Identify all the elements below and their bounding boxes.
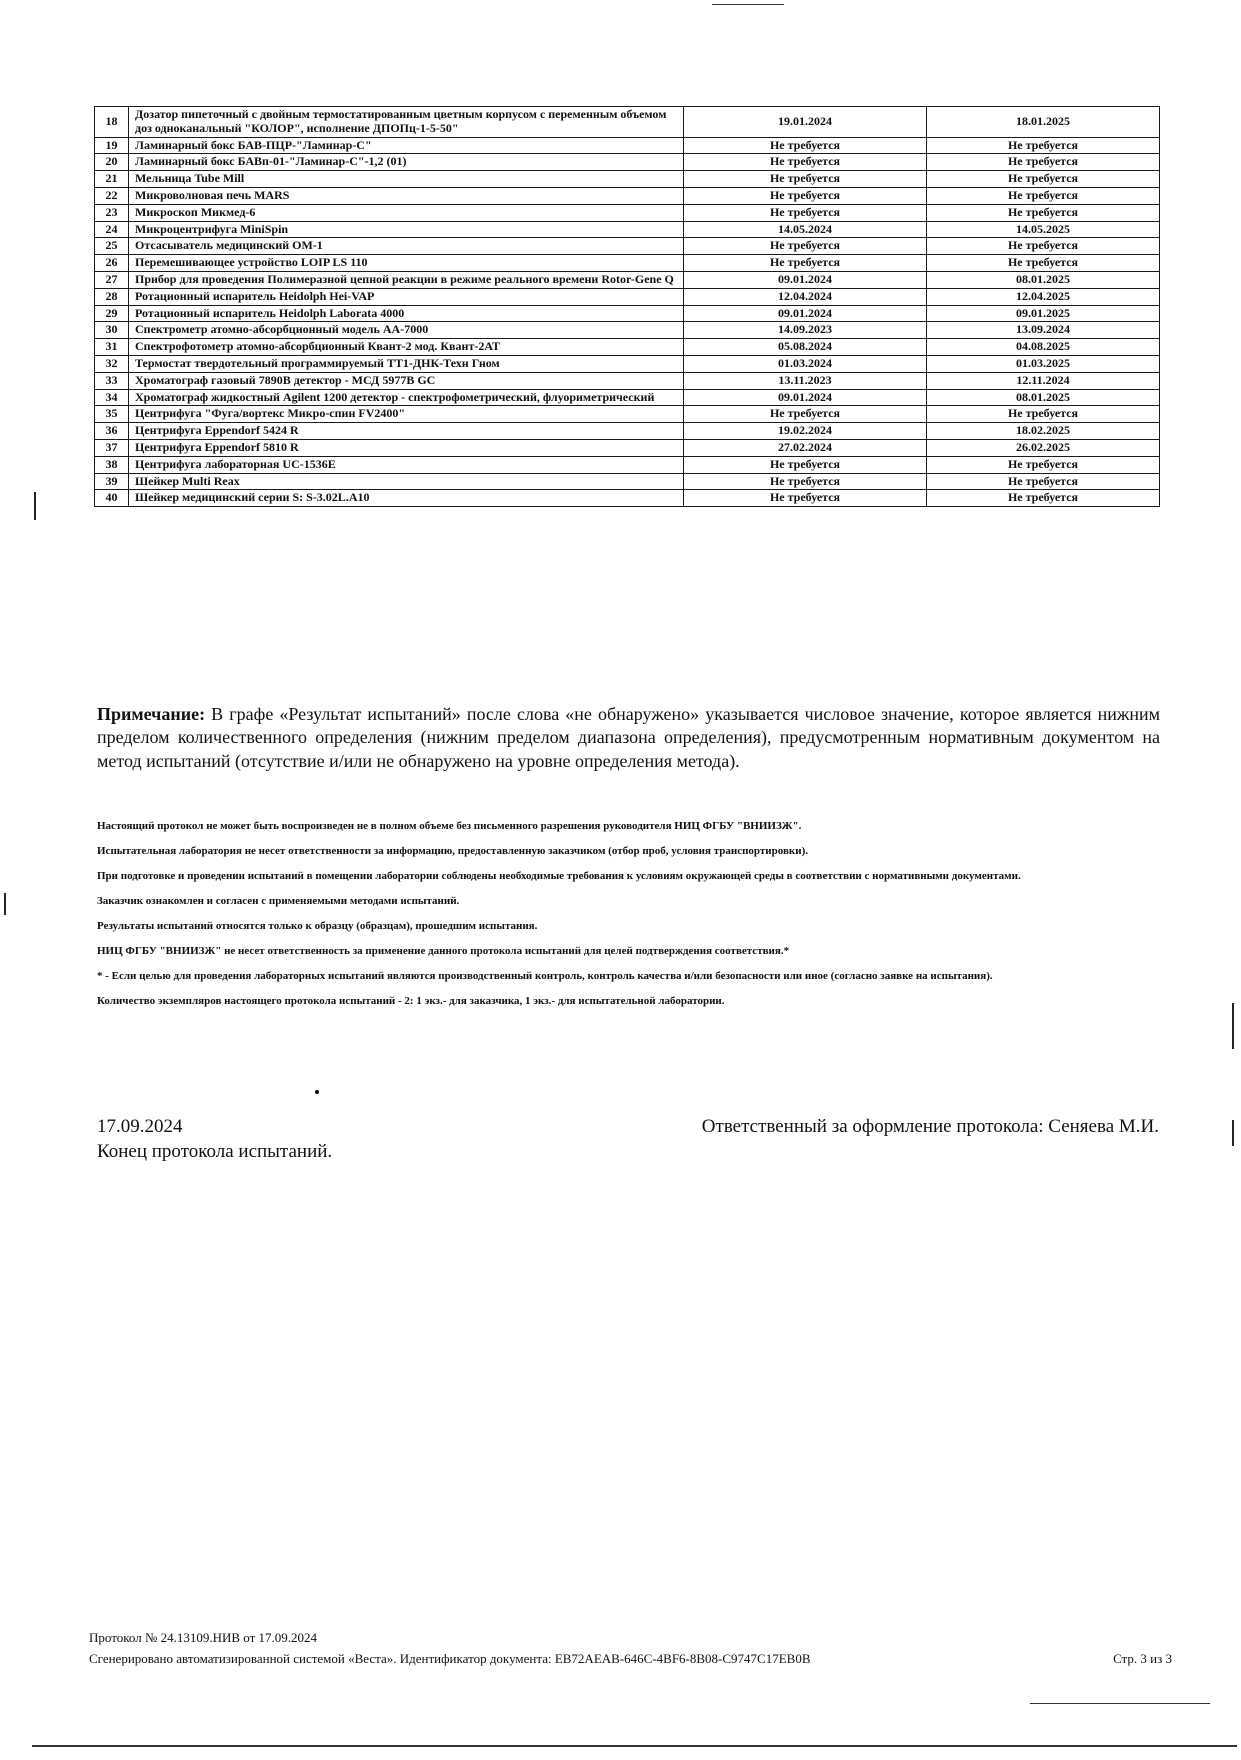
- row-number-cell: 29: [95, 305, 129, 322]
- equipment-name-cell: Ротационный испаритель Heidolph Hei-VAP: [129, 288, 684, 305]
- table-row: [95, 204, 1160, 221]
- table-row: [95, 322, 1160, 339]
- table-row: [95, 439, 1160, 456]
- date-1-cell: 19.02.2024: [684, 423, 927, 440]
- date-2-cell: 14.05.2025: [927, 221, 1160, 238]
- date-1-cell: 27.02.2024: [684, 439, 927, 456]
- scan-mark: [1232, 1003, 1234, 1049]
- equipment-name-cell: Микроскоп Микмед-6: [129, 204, 684, 221]
- equipment-name-cell: Хроматограф жидкостный Agilent 1200 детектор - спектрофометрический, флуориметрический: [129, 389, 684, 406]
- row-number-cell: 19: [95, 137, 129, 154]
- date-1-cell: Не требуется: [684, 456, 927, 473]
- equipment-name-cell: Спектрометр атомно-абсорбционный модель АА-7000: [129, 322, 684, 339]
- table-row: [95, 221, 1160, 238]
- table-row: [95, 137, 1160, 154]
- row-number-cell: 37: [95, 439, 129, 456]
- row-number-cell: 30: [95, 322, 129, 339]
- equipment-name-cell: Микроцентрифуга MiniSpin: [129, 221, 684, 238]
- equipment-name-cell: Шейкер Multi Reax: [129, 473, 684, 490]
- date-2-cell: 18.02.2025: [927, 423, 1160, 440]
- date-1-cell: Не требуется: [684, 204, 927, 221]
- note-text: В графе «Результат испытаний» после слова «не обнаружено» указывается числовое значение, которое является нижним пределом количественного определения (нижним пределом диапазона определения), предусмотренным нормативным документом на метод испытаний (отсутствие и/или не обнаружено на уровне определения метода).: [97, 704, 1160, 771]
- date-1-cell: 01.03.2024: [684, 355, 927, 372]
- disclaimer-line: При подготовке и проведении испытаний в помещении лаборатории соблюдены необходимые требования к условиям окружающей среды в соответствии с нормативными документами.: [97, 870, 1021, 882]
- table-row: [95, 187, 1160, 204]
- date-1-cell: 13.11.2023: [684, 372, 927, 389]
- note-label: Примечание:: [97, 704, 206, 724]
- equipment-name-cell: Центрифуга Eppendorf 5810 R: [129, 439, 684, 456]
- equipment-name-cell: Центрифуга лабораторная UC-1536E: [129, 456, 684, 473]
- row-number-cell: 28: [95, 288, 129, 305]
- equipment-name-cell: Центрифуга Eppendorf 5424 R: [129, 423, 684, 440]
- date-2-cell: Не требуется: [927, 255, 1160, 272]
- equipment-table: [94, 106, 1160, 507]
- disclaimer-line: Количество экземпляров настоящего протокола испытаний - 2: 1 экз.- для заказчика, 1 экз.- для испытательной лаборатории.: [97, 995, 725, 1007]
- date-1-cell: 05.08.2024: [684, 339, 927, 356]
- date-2-cell: 08.01.2025: [927, 389, 1160, 406]
- row-number-cell: 20: [95, 154, 129, 171]
- table-row: [95, 305, 1160, 322]
- row-number-cell: 35: [95, 406, 129, 423]
- equipment-name-cell: Ламинарный бокс БАВп-01-"Ламинар-С"-1,2 (01): [129, 154, 684, 171]
- row-number-cell: 25: [95, 238, 129, 255]
- protocol-end-text: Конец протокола испытаний.: [97, 1141, 333, 1162]
- row-number-cell: 22: [95, 187, 129, 204]
- row-number-cell: 31: [95, 339, 129, 356]
- scan-dot: [315, 1090, 319, 1094]
- date-1-cell: Не требуется: [684, 238, 927, 255]
- disclaimer-line: Испытательная лаборатория не несет ответственности за информацию, предоставленную заказчиком (отбор проб, условия транспортировки).: [97, 845, 809, 857]
- footer-page-number: Стр. 3 из 3: [1113, 1651, 1172, 1666]
- date-1-cell: Не требуется: [684, 154, 927, 171]
- equipment-name-cell: Ротационный испаритель Heidolph Laborata 4000: [129, 305, 684, 322]
- date-2-cell: Не требуется: [927, 406, 1160, 423]
- date-2-cell: Не требуется: [927, 473, 1160, 490]
- row-number-cell: 24: [95, 221, 129, 238]
- table-row: [95, 288, 1160, 305]
- date-1-cell: Не требуется: [684, 406, 927, 423]
- row-number-cell: 26: [95, 255, 129, 272]
- date-2-cell: Не требуется: [927, 238, 1160, 255]
- row-number-cell: 21: [95, 171, 129, 188]
- row-number-cell: 38: [95, 456, 129, 473]
- page-bottom-rule: [32, 1745, 1237, 1747]
- top-rule: [712, 4, 784, 5]
- date-2-cell: 12.04.2025: [927, 288, 1160, 305]
- date-2-cell: 04.08.2025: [927, 339, 1160, 356]
- equipment-name-cell: Прибор для проведения Полимеразной цепной реакции в режиме реального времени Rotor-Gene Q: [129, 271, 684, 288]
- table-row: [95, 389, 1160, 406]
- date-2-cell: 26.02.2025: [927, 439, 1160, 456]
- row-number-cell: 18: [95, 107, 129, 138]
- table-row: [95, 271, 1160, 288]
- table-row: [95, 107, 1160, 138]
- date-1-cell: Не требуется: [684, 171, 927, 188]
- equipment-name-cell: Термостат твердотельный программируемый ТТ1-ДНК-Техн Гном: [129, 355, 684, 372]
- equipment-name-cell: Отсасыватель медицинский ОМ-1: [129, 238, 684, 255]
- row-number-cell: 40: [95, 490, 129, 507]
- date-1-cell: Не требуется: [684, 187, 927, 204]
- note-paragraph: [97, 703, 1160, 773]
- disclaimer-line: Заказчик ознакомлен и согласен с применяемыми методами испытаний.: [97, 895, 460, 907]
- table-row: [95, 255, 1160, 272]
- table-row: [95, 490, 1160, 507]
- date-2-cell: 08.01.2025: [927, 271, 1160, 288]
- scan-mark: [1232, 1120, 1234, 1146]
- table-row: [95, 372, 1160, 389]
- date-2-cell: Не требуется: [927, 204, 1160, 221]
- date-1-cell: Не требуется: [684, 473, 927, 490]
- equipment-name-cell: Мельница Tube Mill: [129, 171, 684, 188]
- row-number-cell: 34: [95, 389, 129, 406]
- date-2-cell: 18.01.2025: [927, 107, 1160, 138]
- responsible-person: Ответственный за оформление протокола: Сеняева М.И.: [701, 1116, 1159, 1137]
- table-row: [95, 355, 1160, 372]
- disclaimer-line: Настоящий протокол не может быть воспроизведен не в полном объеме без письменного разрешения руководителя НИЦ ФГБУ "ВНИИЗЖ".: [97, 820, 802, 832]
- date-2-cell: Не требуется: [927, 171, 1160, 188]
- table-row: [95, 238, 1160, 255]
- date-2-cell: Не требуется: [927, 187, 1160, 204]
- table-row: [95, 456, 1160, 473]
- equipment-name-cell: Дозатор пипеточный с двойным термостатированным цветным корпусом с переменным объемом доз одноканальный "КОЛОР", исполнение ДПОПц-1-5-50": [129, 107, 684, 138]
- date-2-cell: 09.01.2025: [927, 305, 1160, 322]
- disclaimer-line: * - Если целью для проведения лабораторных испытаний являются производственный контроль, контроль качества и/или безопасности или иное (согласно заявке на испытания).: [97, 970, 993, 982]
- disclaimer-line: Результаты испытаний относятся только к образцу (образцам), прошедшим испытания.: [97, 920, 538, 932]
- date-1-cell: 09.01.2024: [684, 305, 927, 322]
- row-number-cell: 27: [95, 271, 129, 288]
- date-1-cell: Не требуется: [684, 255, 927, 272]
- date-2-cell: Не требуется: [927, 137, 1160, 154]
- date-2-cell: Не требуется: [927, 456, 1160, 473]
- footer-rule: [1030, 1703, 1210, 1704]
- equipment-name-cell: Шейкер медицинский серии S: S-3.02L.A10: [129, 490, 684, 507]
- equipment-name-cell: Ламинарный бокс БАВ-ПЦР-"Ламинар-С": [129, 137, 684, 154]
- equipment-name-cell: Хроматограф газовый 7890В детектор - МСД 5977В GC: [129, 372, 684, 389]
- equipment-name-cell: Перемешивающее устройство LOIP LS 110: [129, 255, 684, 272]
- date-1-cell: 19.01.2024: [684, 107, 927, 138]
- equipment-name-cell: Микроволновая печь MARS: [129, 187, 684, 204]
- row-number-cell: 36: [95, 423, 129, 440]
- row-number-cell: 23: [95, 204, 129, 221]
- disclaimers: [97, 814, 1160, 1014]
- date-2-cell: Не требуется: [927, 154, 1160, 171]
- scan-mark: [34, 492, 36, 520]
- row-number-cell: 32: [95, 355, 129, 372]
- scan-mark: [4, 893, 6, 915]
- date-1-cell: Не требуется: [684, 137, 927, 154]
- equipment-name-cell: Центрифуга "Фуга/вортекс Микро-спин FV2400": [129, 406, 684, 423]
- row-number-cell: 33: [95, 372, 129, 389]
- footer-protocol-number: Протокол № 24.13109.НИВ от 17.09.2024: [89, 1630, 318, 1645]
- date-1-cell: 09.01.2024: [684, 271, 927, 288]
- date-1-cell: Не требуется: [684, 490, 927, 507]
- equipment-name-cell: Спектрофотометр атомно-абсорбционный Квант-2 мод. Квант-2АТ: [129, 339, 684, 356]
- table-row: [95, 171, 1160, 188]
- date-2-cell: 13.09.2024: [927, 322, 1160, 339]
- table-row: [95, 406, 1160, 423]
- table-row: [95, 339, 1160, 356]
- date-1-cell: 14.05.2024: [684, 221, 927, 238]
- date-2-cell: Не требуется: [927, 490, 1160, 507]
- date-2-cell: 01.03.2025: [927, 355, 1160, 372]
- date-1-cell: 14.09.2023: [684, 322, 927, 339]
- row-number-cell: 39: [95, 473, 129, 490]
- date-1-cell: 09.01.2024: [684, 389, 927, 406]
- disclaimer-line: НИЦ ФГБУ "ВНИИЗЖ" не несет ответственность за применение данного протокола испытаний для целей подтверждения соответствия.*: [97, 945, 790, 957]
- table-row: [95, 423, 1160, 440]
- signature-date: 17.09.2024: [97, 1116, 183, 1137]
- footer-generated-by: Сгенерировано автоматизированной системой «Веста». Идентификатор документа: EB72AEAB-646C-4BF6-8B08-C9747C17EB0B: [89, 1651, 811, 1666]
- date-1-cell: 12.04.2024: [684, 288, 927, 305]
- equipment-table-body: [95, 107, 1160, 507]
- date-2-cell: 12.11.2024: [927, 372, 1160, 389]
- table-row: [95, 473, 1160, 490]
- table-row: [95, 154, 1160, 171]
